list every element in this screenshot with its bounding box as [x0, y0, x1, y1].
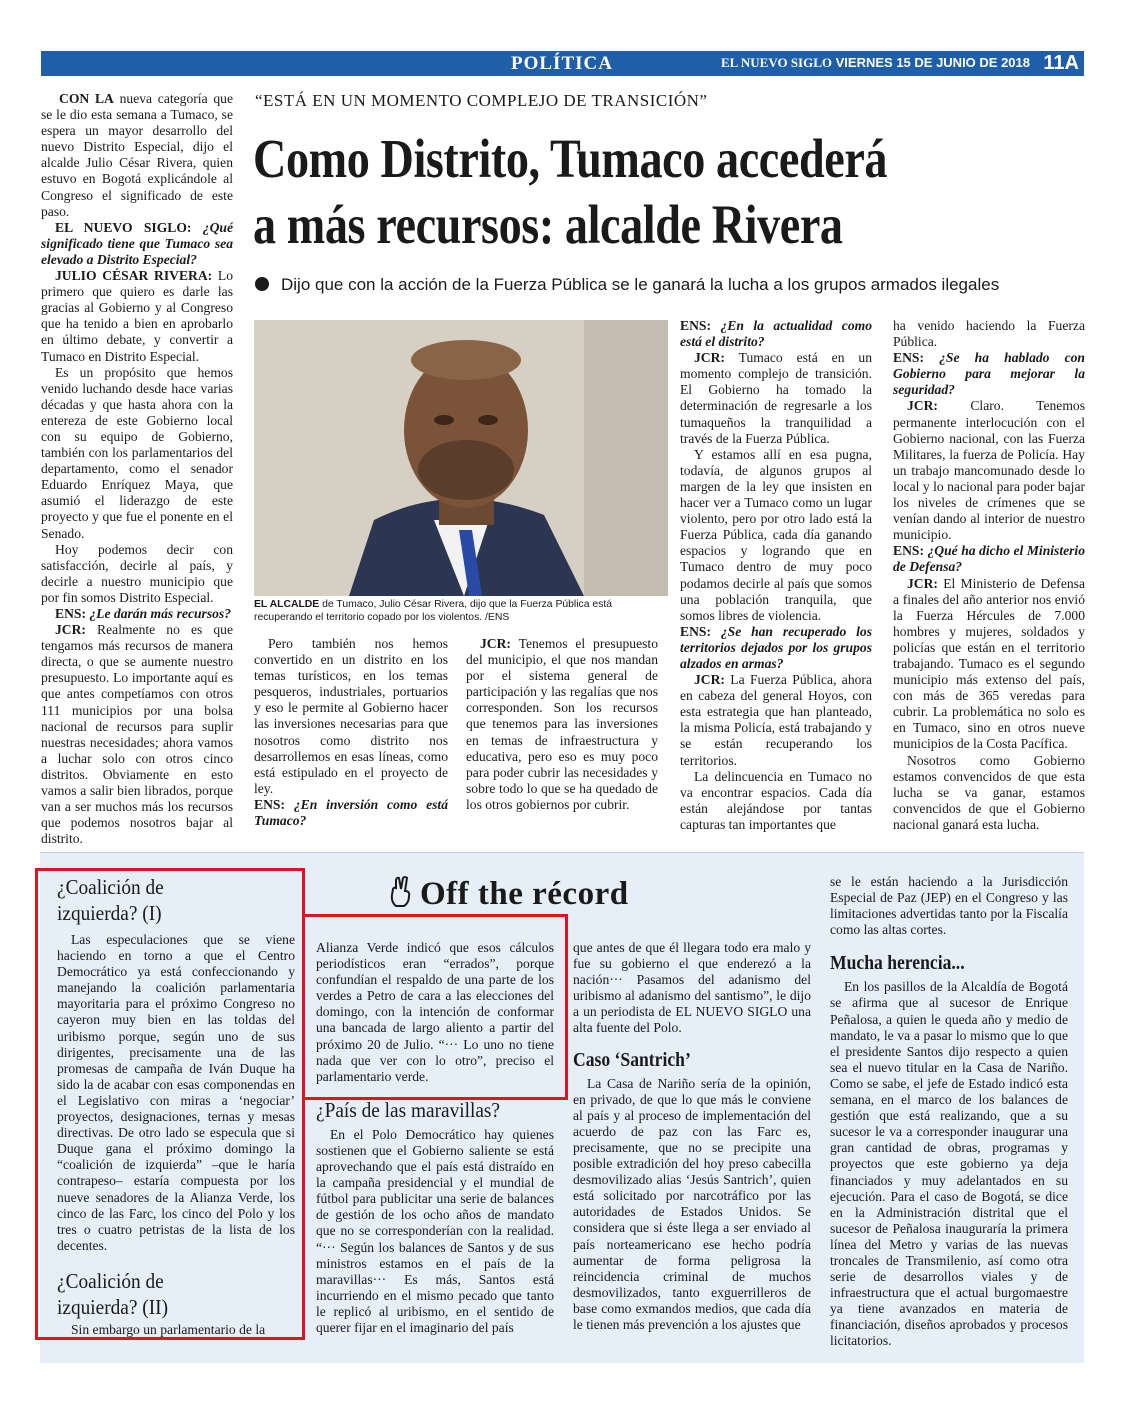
otr-item-body — [830, 979, 1068, 1349]
otr-item-body — [316, 1127, 554, 1336]
paragraph: ha venido haciendo la Fuerza Pública. — [893, 318, 1085, 350]
off-the-record-title — [388, 876, 629, 917]
answer-text: Claro. Tenemos permanente interlocución con el Gobierno nacional, con las Fuerza Militares, la fuerza de Policía. Hay un trabajo mancomunado desde lo local y lo nacional para poder bajar los niveles de crímenes que se venían dando al interior de nuestro municipio. — [893, 398, 1085, 543]
caption-text: de Tumaco, Julio César Rivera, dijo que la Fuerza Pública está recuperando el territorio copado por los violentos. /ENS — [254, 599, 613, 623]
paragraph: En el Polo Democrático hay quienes sostienen que el Gobierno saliente se está aprovechando que el país está distraído en la campaña presidencial y el mundial de fútbol para publicitar una serie de balances de gestión de los ocho años de mandato que no se corresponderían con la realidad. “··· Según los balances de Santos y de sus ministros estamos en el país de la maravillas··· Es más, Santos está incurriendo en el mismo pecado que tanto le replicó al uribismo, en el sentido de querer fijar en el imaginario del país — [316, 1126, 554, 1335]
section-name: POLÍTICA — [511, 53, 613, 74]
photo-caption — [254, 598, 668, 624]
answer-text: Tenemos el presupuesto del municipio, el que nos mandan por el sistema general de participación y las regalías que nos corresponden. Son los recursos que tenemos para las inversiones en temas de infraestructura y educativa, pero eso es muy poco para poder cubrir las necesidades y sobre todo lo que se ha quedado de los otros gobiernos por cubrir. — [466, 636, 658, 812]
question-label: ENS: — [893, 543, 924, 559]
paragraph: que antes de que él llegara todo era malo y fue su gobierno el que enderezó a la nación··· Pasamos del adanismo del uribismo al adanismo del santismo”, le dijo a un periodista de EL NUEVO SIGLO una alta fuente del Polo. — [573, 940, 811, 1036]
article-headline — [253, 126, 959, 258]
question-label: ENS: — [893, 350, 924, 366]
paragraph: Nosotros como Gobierno estamos convencidos de que esta lucha se va ganar, estamos convencidos de que el Gobierno nacional ganará esta lucha. — [893, 752, 1085, 832]
title-line: izquierda? (I) — [57, 901, 162, 925]
answer-label: JCR: — [907, 398, 938, 414]
question-label: ENS: — [680, 623, 711, 639]
article-column-5 — [893, 318, 1085, 833]
title-line: izquierda? (II) — [57, 1294, 169, 1319]
answer-label: JULIO CÉSAR RIVERA: — [55, 268, 213, 284]
otr-item-title: Mucha herencia... — [830, 952, 965, 975]
question-label: ENS: — [680, 318, 711, 333]
question-text: ¿En la actualidad como está el distrito? — [680, 318, 872, 350]
lead-in: CON LA — [59, 91, 114, 106]
otr-item-title: Caso ‘Santrich’ — [573, 1048, 691, 1071]
header-brand: EL NUEVO SIGLO — [721, 55, 833, 70]
portrait-illustration — [254, 320, 668, 596]
article-kicker: “ESTÁ EN UN MOMENTO COMPLEJO DE TRANSICIÓN” — [255, 91, 708, 110]
caption-lead: EL ALCALDE — [254, 599, 320, 610]
otr-item-title: ¿País de las maravillas? — [316, 1097, 501, 1122]
highlight-frame-joint — [302, 914, 305, 917]
question-text: ¿Se ha hablado con Gobierno para mejorar la seguridad? — [893, 350, 1085, 398]
subhead-text: Dijo que con la acción de la Fuerza Pública se le ganará la lucha a los grupos armados ilegales — [281, 275, 1000, 294]
question-text: ¿Le darán más recursos? — [85, 606, 231, 621]
paragraph: La delincuencia en Tumaco no va encontrar espacios. Cada día están alejándose por tantas capturas tan importantes que — [680, 768, 872, 832]
otr-item-body — [573, 1076, 811, 1334]
paragraph: En los pasillos de la Alcaldía de Bogotá se afirma que al sucesor de Enrique Peñalosa, a quien le queda año y medio de mandato, le va a pasar lo mismo que lo que el presidente Santos dijo respecto a quien sea el nuevo titular en la Casa de Nariño. Como se sabe, el jefe de Estado indicó esta semana, en el marco de los balances de gestión que está realizando, que a su sucesor le va a corresponder inaugurar una gran cantidad de obras, programas y proyectos que este gobierno ya deja financiados y muy adelantados en su ejecución. Para el caso de Bogotá, se dice en la Administración distrital que el sucesor de Peñalosa inauguraría la primera línea del Metro y varias de las nuevas troncales de Transmilenio, así como otra serie de desarrollos viales y de infraestructura que el actual burgomaestre ya tiene avanzados en materia de financiación, diseños aprobados y procesos licitatorios. — [830, 979, 1068, 1349]
article-column-4 — [680, 318, 872, 833]
answer-label: JCR: — [694, 350, 725, 366]
answer-label: JCR: — [694, 672, 725, 688]
headline-line-2: a más recursos: alcalde Rivera — [253, 194, 843, 255]
paragraph: Alianza Verde indicó que esos cálculos periodísticos eran “errados”, porque confundían el respaldo de una parte de los verdes a Petro de cara a las elecciones del domingo, con la intención de conformar una bancada de largo aliento a partir del próximo 20 de Julio. “··· Lo uno no tiene nada que ver con lo otro”, preciso el parlamentario verde. — [316, 940, 554, 1084]
answer-text: Tumaco está en un momento complejo de transición. El Gobierno ha tomado la determinación de regresarle a los tumaqueños la tranquilidad a través de la Fuerza Pública. — [680, 350, 872, 446]
question-label: ENS: — [55, 606, 86, 621]
paragraph: Es un propósito que hemos venido luchando desde hace varias décadas y que hasta ahora con la entereza de este Gobierno local con su equipo de Gobierno, también con los parlamentarios del departamento, como el senador Eduardo Enríquez Maya, que asumió el liderazgo de este proyecto y que fue el ponente en el Senado. — [41, 364, 233, 541]
answer-text: Realmente no es que tengamos más recursos de manera directa, o que se aumente nuestro presupuesto. Lo importante aquí es que antes competíamos con otros 111 municipios por una bolsa nacional de recursos para suplir nuestras necesidades; ahora vamos a luchar solo con otros cinco distritos. Obviamente en esto vamos a salir bien librados, porque van a ser muchos más los recursos que podemos nosotros bajar al distrito. — [41, 622, 233, 847]
mayor-photo — [254, 320, 668, 596]
answer-text: La Fuerza Pública, ahora en cabeza del general Hoyos, con esta estrategia que han planteado, la misma Policía, está trabajando y se están recuperando los territorios. — [680, 672, 872, 768]
otr-title-text: Off the récord — [420, 876, 629, 912]
paragraph: Sin embargo un parlamentario de la — [71, 1321, 266, 1337]
paragraph: Hoy podemos decir con satisfacción, decirle al país, y decirle a nuestro municipio que por fin somos Distrito Especial. — [41, 541, 233, 605]
answer-text: Lo primero que quiero es darle las gracias al Gobierno y al Congreso que ha tenido a bien en aprobarlo en último debate, y convertir a Tumaco en Distrito Especial. — [41, 268, 233, 364]
title-line: ¿Coalición de — [57, 1268, 164, 1293]
title-line: ¿Coalición de — [57, 875, 164, 899]
article-subhead — [255, 275, 999, 295]
paragraph: Las especulaciones que se viene haciendo en torno a que el Centro Democrático ya está confeccionando y manejando la coalición parlamentaria mayoritaria para el próximo Congreso no cayeron muy bien en las toldas del uribismo porque, según uno de sus dirigentes, precisamente una de las promesas de campaña de Iván Duque ha sido la de acabar con esas componendas en el Legislativo con miras a ‘negociar’ proyectos, designaciones, ternas y mesas directivas. De otro lado se especula que si Duque gana el próximo domingo la “coalición de izquierda” –que le haría contrapeso– estaría compuesta por los nueve senadores de la Alianza Verde, los cinco de las Farc, los cinco del Polo y los tres o cuatro petristas de la lista de los decentes. — [57, 932, 295, 1253]
victory-hand-icon — [388, 876, 414, 917]
article-column-2 — [254, 636, 448, 829]
page-number: 11A — [1043, 52, 1079, 74]
question-text: ¿Se han recuperado los territorios dejados por los grupos alzados en armas? — [680, 623, 872, 671]
answer-label: JCR: — [907, 575, 938, 591]
question-text: ¿Qué ha dicho el Ministerio de Defensa? — [893, 543, 1085, 575]
highlight-frame-right — [302, 914, 568, 1100]
question-text: ¿Qué significado tiene que Tumaco sea elevado a Distrito Especial? — [41, 219, 234, 267]
paragraph: se le están haciendo a la Jurisdicción Especial de Paz (JEP) en el Congreso y las limitaciones advertidas tanto por la Fiscalía como las altas cortes. — [830, 874, 1068, 938]
answer-label: JCR: — [480, 636, 511, 651]
page-header-bar — [41, 51, 1084, 76]
article-column-3 — [466, 636, 658, 813]
otr-column-4 — [830, 874, 1068, 1350]
paragraph: Pero también nos hemos convertido en un distrito en los temas turísticos, en los temas pesqueros, industriales, portuarios y eso le permite al Gobierno hacer las inversiones necesarias para que nosotros como distrito nos desarrollemos en esas líneas, como está estipulado en el proyecto de ley. — [254, 636, 448, 796]
highlight-frame-left — [35, 868, 305, 1340]
header-date-text: VIERNES 15 DE JUNIO DE 2018 — [835, 55, 1030, 70]
header-date — [721, 55, 1030, 71]
headline-line-1: Como Distrito, Tumaco accederá — [253, 128, 888, 189]
paragraph: La Casa de Nariño sería de la opinión, en privado, de que lo que más le conviene al país y al proceso de implementación del acuerdo de paz con las Farc es, precisamente, que no se precipite una posible extradición del hoy preso cabecilla desmovilizado alias ‘Jesús Santrich’, quien está solicitado por narcotráfico por las autoridades de Estados Unidos. Se considera que si éste llega a ser enviado al país norteamericano ese hecho podría aumentar de forma peligrosa la reincidencia criminal de muchos desmovilizados, tanto exguerrilleros de base como exmandos medios, que cada día le tienen más prevención a los ajustes que — [573, 1075, 811, 1332]
question-label: EL NUEVO SIGLO: — [55, 219, 192, 235]
bullet-icon — [255, 277, 269, 291]
answer-label: JCR: — [55, 622, 86, 638]
question-text: ¿En inversión como está Tumaco? — [254, 796, 448, 829]
question-label: ENS: — [254, 796, 285, 812]
otr-item-body — [573, 940, 811, 1037]
otr-column-3 — [573, 940, 811, 1333]
article-column-1 — [41, 91, 233, 847]
paragraph: nueva categoría que se le dio esta semana a Tumaco, se espera un mayor desarrollo del nuevo Distrito Especial, dijo el alcalde Julio César Rivera, quien estuvo en Bogotá explicándole al Congreso el significado de este paso. — [41, 91, 233, 219]
otr-item-body — [830, 874, 1068, 938]
paragraph: Y estamos allí en esa pugna, todavía, de algunos grupos al margen de la ley que insisten en hacer ver a Tumaco como un lugar violento, pero por otro lado está la Fuerza Pública, cada día ganando espacios y logrando que en Tumaco dentro de muy poco podamos decirle al país que somos una población tranquila, que somos libres de violencia. — [680, 446, 872, 623]
answer-text: El Ministerio de Defensa a finales del año anterior nos envió la Fuerza Hércules de 7.000 hombres y mujeres, soldados y policías que están en el territorio trabajando. Tumaco es el segundo municipio más extenso del país, con más de 365 veredas para cubrir. La problemática no solo es en Tumaco, sino en otros nueve municipios de la Costa Pacífica. — [893, 575, 1085, 752]
